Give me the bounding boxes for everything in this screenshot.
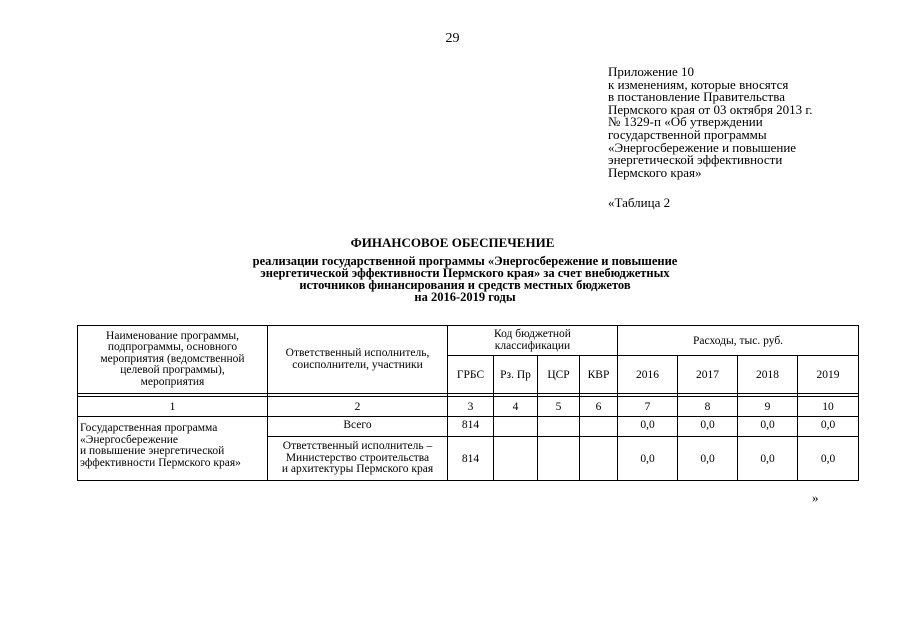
subtitle-line: реализации государственной программы «Энергосбережение и повышение (252, 254, 678, 268)
kvr-cell (580, 417, 618, 437)
header-year-2017: 2017 (678, 356, 738, 394)
value-cell: 0,0 (798, 417, 859, 437)
header-csr: ЦСР (538, 356, 580, 394)
header-grbs: ГРБС (448, 356, 494, 394)
header-kvr: КВР (580, 356, 618, 394)
value-cell: 0,0 (738, 417, 798, 437)
program-name-line: Государственная программа (80, 422, 218, 434)
column-number: 4 (494, 397, 538, 417)
executor-cell (268, 437, 448, 481)
header-budget-code (448, 326, 618, 356)
column-number: 7 (618, 397, 678, 417)
appendix-line: государственной программы (608, 126, 767, 142)
column-number: 5 (538, 397, 580, 417)
appendix-line: «Энергосбережение и повышение (608, 139, 797, 155)
column-number: 3 (448, 397, 494, 417)
grbs-cell: 814 (448, 417, 494, 437)
column-number: 8 (678, 397, 738, 417)
header-text: подпрограммы, основного (107, 341, 238, 354)
appendix-line: Приложение 10 (608, 64, 695, 79)
executor-line: Ответственный исполнитель – (282, 440, 433, 453)
value-cell: 0,0 (798, 437, 859, 481)
table-reference: «Таблица 2 (608, 195, 671, 210)
table-row (78, 417, 859, 437)
subtitle-line: энергетической эффективности Пермского края» за счет внебюджетных (260, 266, 670, 280)
header-text: Код бюджетной (494, 328, 571, 340)
subtitle-line: на 2016-2019 годы (414, 290, 516, 304)
appendix-line: № 1329-п «Об утверждении (608, 114, 763, 130)
executor-line: и архитектуры Пермского края (281, 463, 434, 476)
closing-quote: » (812, 490, 819, 505)
header-rz-pr: Рз. Пр (494, 356, 538, 394)
rz-pr-cell (494, 417, 538, 437)
header-year-2018: 2018 (738, 356, 798, 394)
value-cell: 0,0 (678, 417, 738, 437)
column-numbers-row (78, 397, 859, 417)
header-program (78, 326, 268, 394)
header-text: соисполнители, участники (292, 358, 423, 371)
program-name-line: эффективности Пермского края» (80, 456, 241, 469)
appendix-block (608, 66, 898, 179)
document-subtitle (170, 255, 760, 303)
header-text: мероприятия (ведомственной (100, 352, 245, 365)
program-name-line: и повышение энергетической (80, 445, 225, 457)
column-number: 6 (580, 397, 618, 417)
header-text: классификации (494, 339, 571, 352)
header-text: мероприятия (140, 375, 205, 388)
executor-line: Министерство строительства (285, 451, 430, 464)
value-cell: 0,0 (618, 417, 678, 437)
header-text: целевой программы), (120, 364, 225, 377)
program-name-line: «Энергосбережение (80, 433, 179, 446)
page-number: 29 (445, 31, 460, 46)
header-executor (268, 326, 448, 394)
value-cell: 0,0 (678, 437, 738, 481)
header-expenses: Расходы, тыс. руб. (618, 326, 859, 356)
appendix-line: энергетической эффективности (608, 152, 783, 168)
appendix-line: к изменениям, которые вносятся (608, 76, 789, 92)
header-text: Ответственный исполнитель, (285, 347, 430, 359)
appendix-line: Пермского края» (608, 164, 702, 180)
document-title: ФИНАНСОВОЕ ОБЕСПЕЧЕНИЕ (350, 235, 555, 250)
value-cell: 0,0 (618, 437, 678, 481)
column-number: 1 (78, 397, 268, 417)
subtitle-line: источников финансирования и средств местных бюджетов (299, 278, 631, 292)
value-cell: 0,0 (738, 437, 798, 481)
header-text: Наименование программы, (106, 329, 239, 342)
grbs-cell: 814 (448, 437, 494, 481)
table-header-row (78, 326, 859, 356)
column-number: 9 (738, 397, 798, 417)
csr-cell (538, 437, 580, 481)
appendix-line: в постановление Правительства (608, 89, 785, 105)
kvr-cell (580, 437, 618, 481)
column-number: 2 (268, 397, 448, 417)
financing-table (77, 325, 859, 481)
appendix-line: Пермского края от 03 октября 2013 г. (608, 101, 813, 117)
column-number: 10 (798, 397, 859, 417)
header-year-2019: 2019 (798, 356, 859, 394)
csr-cell (538, 417, 580, 437)
program-name-cell (78, 417, 268, 481)
executor-cell: Всего (268, 417, 448, 437)
rz-pr-cell (494, 437, 538, 481)
header-year-2016: 2016 (618, 356, 678, 394)
